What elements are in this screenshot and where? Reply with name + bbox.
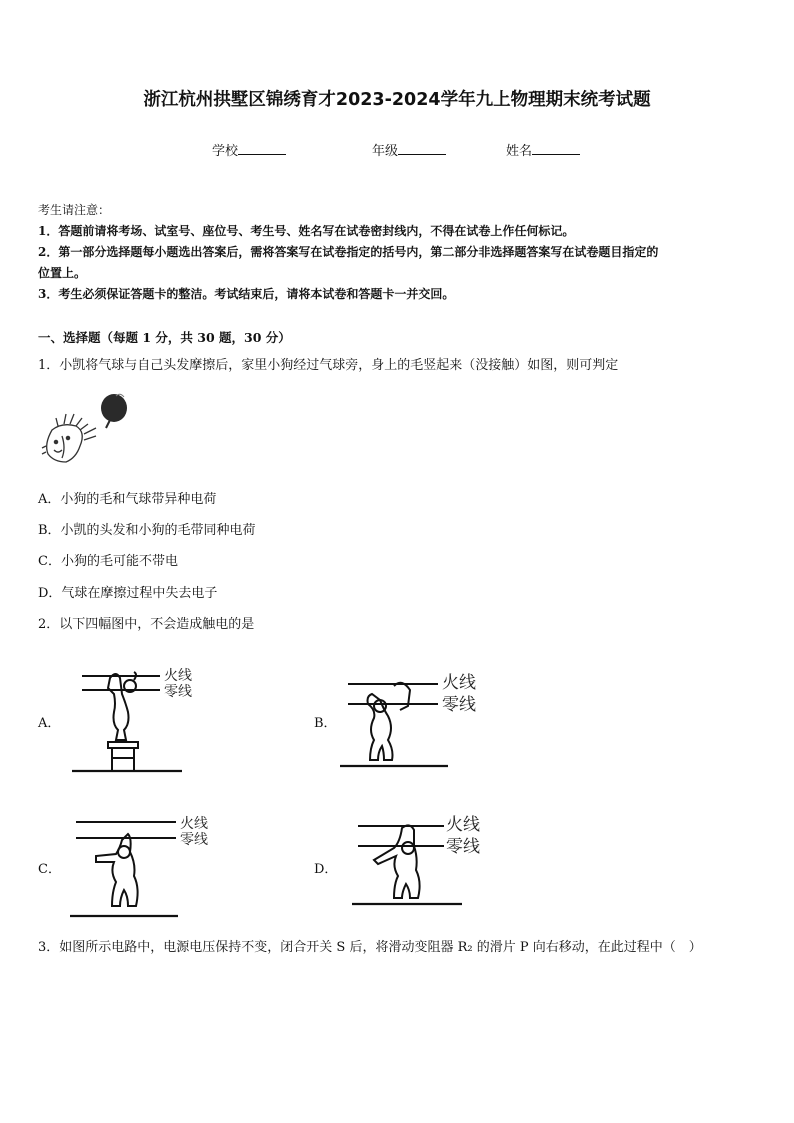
school-blank [238, 142, 286, 155]
q2-stem: 2．以下四幅图中，不会造成触电的是 [38, 617, 255, 632]
q2-option-d-label: D． [314, 862, 338, 877]
name-label: 姓名 [506, 144, 533, 159]
q1-option-d: D．气球在摩擦过程中失去电子 [38, 586, 218, 601]
q1-stem: 1．小凯将气球与自己头发摩擦后，家里小狗经过气球旁，身上的毛竖起来（没接触）如图，则可判定 [38, 358, 619, 373]
q2-d-live-wire-label: 火线 [446, 815, 480, 835]
dog-balloon-illustration [40, 388, 140, 472]
q2-a-neutral-wire-label: 零线 [164, 684, 192, 700]
q2-d-neutral-wire-label: 零线 [446, 837, 480, 857]
person-icon [368, 683, 411, 760]
q2-a-live-wire-label: 火线 [164, 668, 192, 684]
q2-figure-c [66, 812, 226, 922]
name-blank [532, 142, 580, 155]
name-field [506, 140, 580, 159]
grade-blank [398, 142, 446, 155]
notice-item-3: 3．考生必须保证答题卡的整洁。考试结束后，请将本试卷和答题卡一并交回。 [38, 287, 455, 301]
q2-option-b-label: B． [314, 716, 337, 731]
q2-c-neutral-wire-label: 零线 [180, 832, 208, 848]
page-title: 浙江杭州拱墅区锦绣育才2023-2024学年九上物理期末统考试题 [143, 90, 651, 110]
q2-figure-d [344, 812, 494, 912]
notice-item-2-cont: 位置上。 [38, 266, 87, 280]
person-icon [108, 672, 136, 740]
notice-block [38, 200, 658, 305]
school-label: 学校 [212, 144, 239, 159]
q2-figure-a [68, 664, 208, 776]
grade-field [372, 140, 446, 159]
stool-icon [108, 742, 138, 770]
notice-item-1: 1．答题前请将考场、试室号、座位号、考生号、姓名写在试卷密封线内，不得在试卷上作任何标记。 [38, 224, 575, 238]
q1-option-a: A．小狗的毛和气球带异种电荷 [38, 492, 217, 507]
q3-stem: 3．如图所示电路中，电源电压保持不变，闭合开关 S 后，将滑动变阻器 R₂ 的滑片 P 向右移动，在此过程中（ ） [38, 940, 702, 955]
q1-option-b: B．小凯的头发和小狗的毛带同种电荷 [38, 523, 256, 538]
dog-icon [42, 414, 96, 462]
q2-option-c-label: C． [38, 862, 61, 877]
notice-heading: 考生请注意： [38, 203, 111, 217]
person-icon [96, 834, 138, 906]
q2-b-neutral-wire-label: 零线 [442, 695, 476, 715]
q2-b-live-wire-label: 火线 [442, 673, 476, 693]
balloon-icon [101, 394, 127, 422]
q2-figure-b [336, 666, 486, 770]
school-field [212, 140, 286, 159]
person-icon [374, 825, 420, 898]
q2-option-a-label: A． [38, 716, 61, 731]
q1-option-c: C．小狗的毛可能不带电 [38, 554, 178, 569]
grade-label: 年级 [372, 144, 399, 159]
notice-item-2: 2．第一部分选择题每小题选出答案后，需将答案写在试卷指定的括号内，第二部分非选择题答案写在试卷题目指定的 [38, 245, 659, 259]
section-heading: 一、选择题（每题 1 分，共 30 题，30 分） [38, 330, 291, 345]
q2-c-live-wire-label: 火线 [180, 816, 208, 832]
